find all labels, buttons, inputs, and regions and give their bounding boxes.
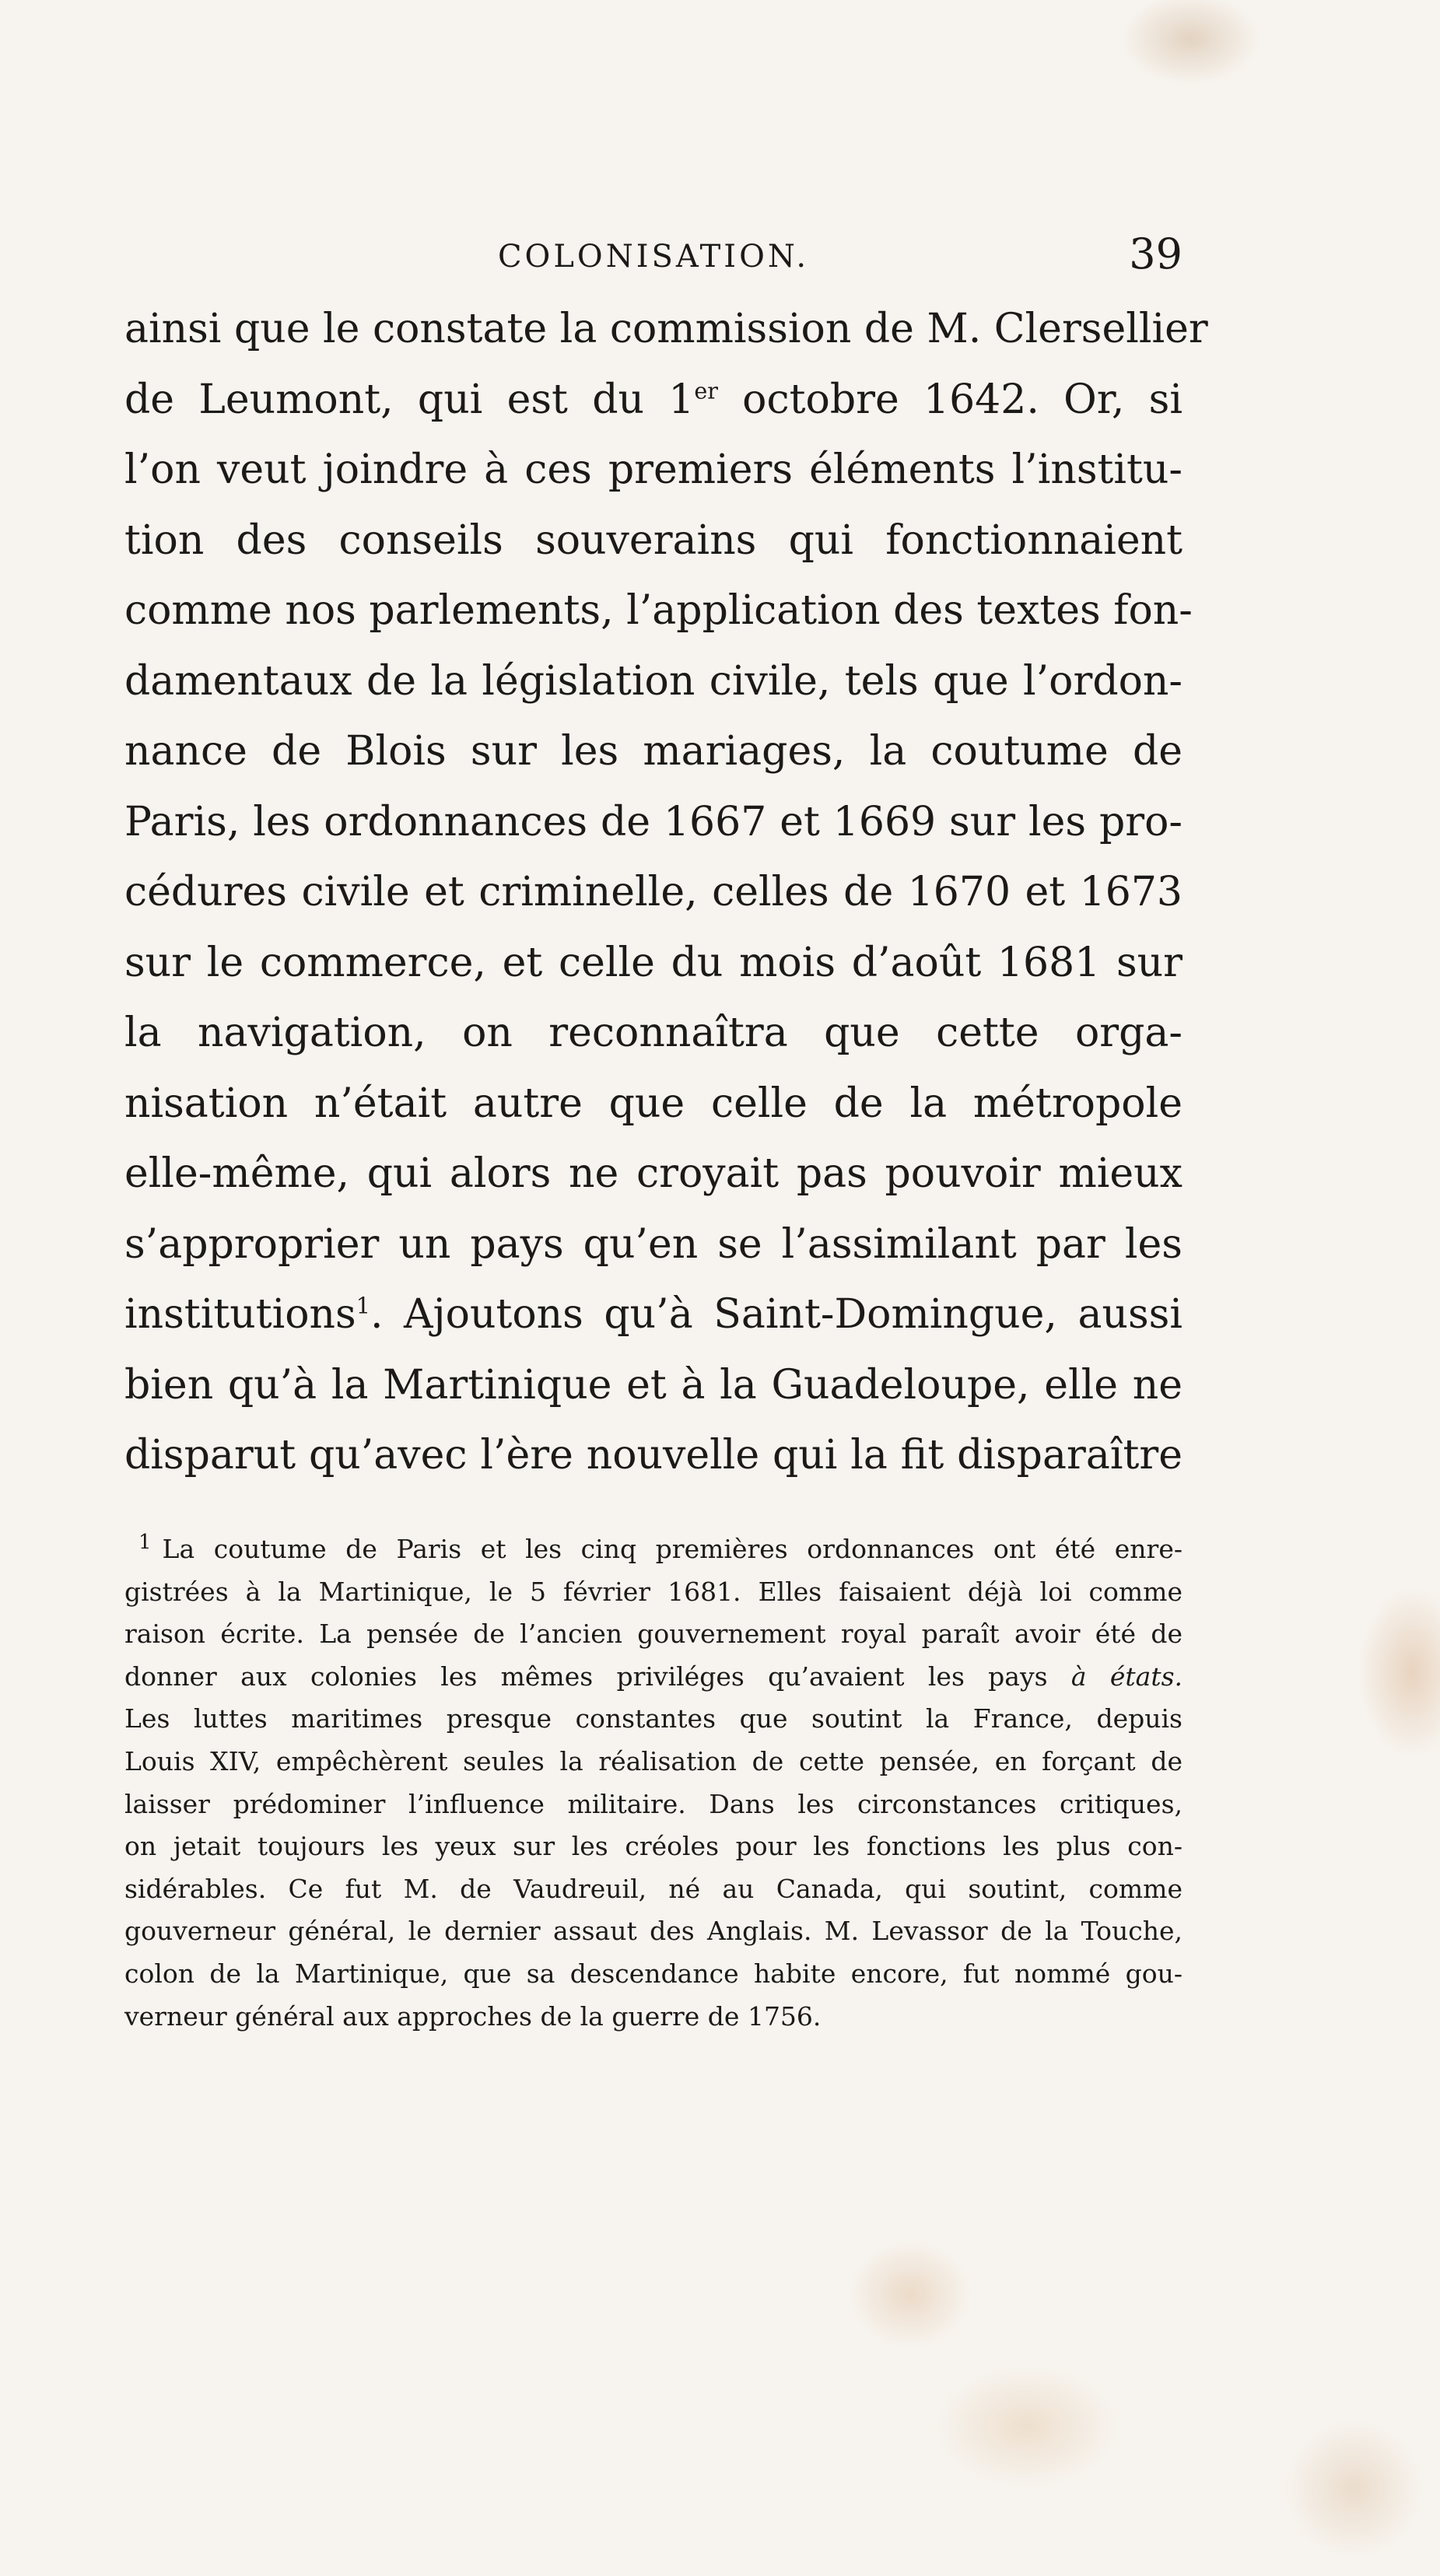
footnote-line: Les luttes maritimes presque constantes que soutint la France, depuis	[124, 1703, 1182, 1734]
text-line: la navigation, on reconnaîtra que cette orga-	[124, 1010, 1182, 1056]
running-title: COLONISATION.	[497, 239, 810, 275]
text-line: comme nos parlements, l’application des textes fon-	[124, 587, 1193, 634]
text-line: institutions$^1$. Ajoutons qu’à Saint-Domingue, aussi	[124, 1291, 1182, 1338]
footnote-line: $^1$ La coutume de Paris et les cinq premières ordonnances ont été enre-	[138, 1531, 1182, 1564]
text-line: sur le commerce, et celle du mois d’août 1681 sur	[124, 939, 1182, 986]
superscript: er	[694, 377, 718, 404]
footnote-line: colon de la Martinique, que sa descendance habite encore, fut nommé gou-	[124, 1958, 1182, 1989]
footnote-line: laisser prédominer l’influence militaire. Dans les circonstances critiques,	[124, 1788, 1182, 1819]
footnote-marker: 1	[138, 1531, 152, 1554]
italic-phrase: à états.	[1070, 1661, 1182, 1692]
text-line: l’on veut joindre à ces premiers éléments l’institu-	[124, 446, 1182, 493]
footnote-line: gouverneur général, le dernier assaut des Anglais. M. Levassor de la Touche,	[124, 1916, 1182, 1947]
footnote-line: on jetait toujours les yeux sur les créoles pour les fonctions les plus con-	[124, 1831, 1182, 1862]
text-line: disparut qu’avec l’ère nouvelle qui la fit disparaître	[124, 1432, 1182, 1479]
footnote-block	[124, 1528, 1182, 2038]
text-line: bien qu’à la Martinique et à la Guadeloupe, elle ne	[124, 1361, 1182, 1409]
footnote-line: verneur général aux approches de la guerre de 1756.	[124, 2000, 822, 2032]
text-line: s’approprier un pays qu’en se l’assimilant par les	[124, 1220, 1182, 1268]
page-number: 39	[1129, 229, 1182, 278]
footnote-line: donner aux colonies les mêmes priviléges qu’avaient les pays à états.	[124, 1661, 1182, 1692]
text-line: elle-même, qui alors ne croyait pas pouvoir mieux	[124, 1150, 1182, 1197]
text-line: damentaux de la législation civile, tels que l’ordon-	[124, 657, 1182, 705]
text-line: cédures civile et criminelle, celles de 1670 et 1673	[124, 869, 1182, 915]
footnote-line: raison écrite. La pensée de l’ancien gouvernement royal paraît avoir été de	[124, 1619, 1182, 1650]
main-text	[124, 294, 1208, 1491]
text-line: Paris, les ordonnances de 1667 et 1669 sur les pro-	[124, 798, 1182, 845]
text-line: nance de Blois sur les mariages, la coutume de	[124, 728, 1182, 775]
text-line: tion des conseils souverains qui fonctionnaient	[124, 516, 1182, 564]
page-header	[124, 229, 1182, 292]
footnote-line: sidérables. Ce fut M. de Vaudreuil, né au Canada, qui soutint, comme	[124, 1873, 1182, 1904]
text-line: de Leumont, qui est du 1er octobre 1642. Or, si	[124, 376, 1182, 423]
text-line: ainsi que le constate la commission de M. Clersellier	[124, 306, 1208, 352]
footnote-reference: 1	[356, 1292, 370, 1319]
footnote-line: gistrées à la Martinique, le 5 février 1681. Elles faisaient déjà loi comme	[124, 1576, 1182, 1607]
footnote-line: Louis XIV, empêchèrent seules la réalisation de cette pensée, en forçant de	[124, 1745, 1182, 1776]
text-line: nisation n’était autre que celle de la métropole	[124, 1080, 1182, 1127]
